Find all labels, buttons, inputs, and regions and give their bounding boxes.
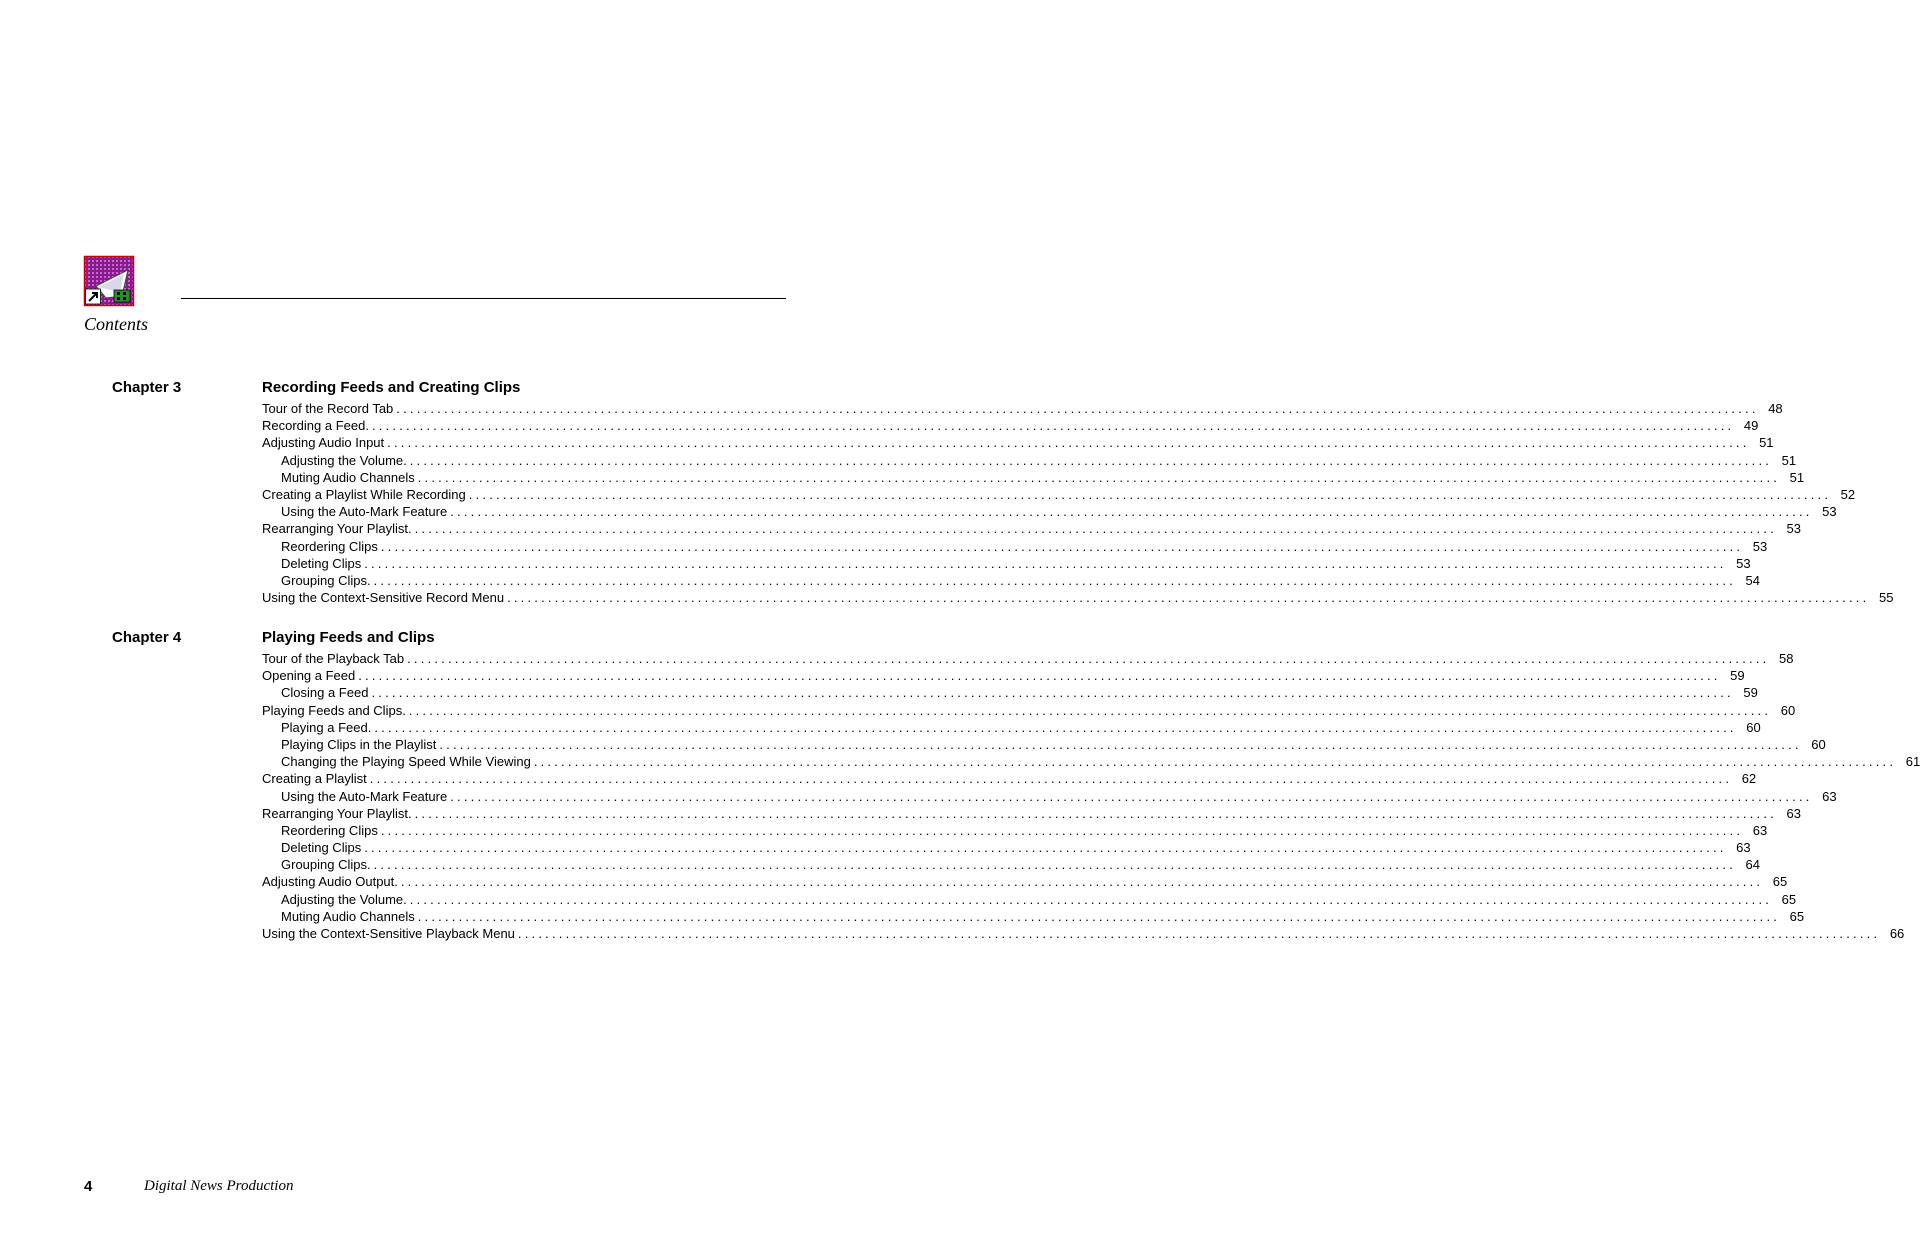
toc-entry-page: 59 <box>1743 685 1758 701</box>
toc-leader-dots: ........................................................................................................................................................................................................ <box>533 754 1897 770</box>
toc-leader-dots: ........................................................................................................................................................................................................ <box>409 452 1773 468</box>
toc-entry-page: 59 <box>1730 668 1745 684</box>
toc-entry-page: 61 <box>1905 754 1920 770</box>
toc-entry <box>262 434 1774 451</box>
toc-entry-title: Changing the Playing Speed While Viewing <box>281 754 531 770</box>
toc-entry <box>262 702 1796 719</box>
toc-entry <box>262 417 1759 434</box>
toc-entry-page: 53 <box>1752 538 1768 554</box>
toc-leader-dots: ........................................................................................................................................................................................................ <box>517 926 1881 941</box>
toc-entry-page: 63 <box>1786 805 1801 821</box>
toc-entry-page: 60 <box>1811 736 1826 752</box>
toc-leader-dots: ........................................................................................................................................................................................................ <box>414 805 1777 821</box>
toc-entry-page: 60 <box>1746 719 1761 735</box>
toc-entry-page: 51 <box>1789 469 1805 485</box>
toc-entry <box>262 486 1856 503</box>
toc-entry-title: Rearranging Your Playlist. <box>262 521 412 537</box>
toc-entry <box>262 770 1757 787</box>
toc-entry-page: 51 <box>1759 435 1774 451</box>
toc-entry-title: Muting Audio Channels <box>281 908 415 924</box>
toc-entry-title: Grouping Clips. <box>281 857 371 873</box>
section-title: Contents <box>84 314 149 334</box>
header-rule <box>181 298 786 299</box>
toc-entry-page: 48 <box>1768 401 1783 416</box>
toc-entry <box>262 520 1801 537</box>
toc-entry <box>262 856 1760 873</box>
toc-leader-dots: ........................................................................................................................................................................................................ <box>371 685 1734 701</box>
toc-entry <box>262 719 1761 736</box>
toc-entry <box>262 736 1826 753</box>
toc-entry <box>262 650 1794 667</box>
toc-entry <box>262 555 1751 572</box>
toc-entry <box>262 805 1801 822</box>
book-title: Digital News Production <box>144 1178 294 1194</box>
toc-entry-page: 58 <box>1779 651 1794 666</box>
toc-entry-title: Creating a Playlist <box>262 771 367 787</box>
page-number: 4 <box>84 1178 93 1195</box>
toc-entry-page: 64 <box>1745 857 1760 873</box>
toc-entry <box>262 452 1797 469</box>
toc-leader-dots: ........................................................................................................................................................................................................ <box>387 435 1750 451</box>
app-shortcut-icon <box>84 256 134 306</box>
toc-entry-title: Grouping Clips. <box>281 572 371 588</box>
toc-entry-title: Recording a Feed. <box>262 418 369 434</box>
toc-entry-title: Adjusting Audio Output. <box>262 874 398 890</box>
toc-entry-page: 53 <box>1786 521 1801 537</box>
toc-leader-dots: ........................................................................................................................................................................................................ <box>380 538 1744 554</box>
toc-entry <box>262 684 1758 701</box>
toc-entry <box>262 873 1788 890</box>
toc-entry-page: 65 <box>1781 891 1797 907</box>
toc-entry-title: Using the Auto-Mark Feature <box>281 504 448 520</box>
toc-leader-dots: ........................................................................................................................................................................................................ <box>417 469 1781 485</box>
toc-entry-title: Adjusting the Volume. <box>281 891 407 907</box>
toc-entry-title: Tour of the Playback Tab <box>262 651 405 666</box>
toc-list <box>262 400 1894 606</box>
toc-leader-dots: ........................................................................................................................................................................................................ <box>439 736 1802 752</box>
toc-leader-dots: ........................................................................................................................................................................................................ <box>409 891 1773 907</box>
chapter-title: Recording Feeds and Creating Clips <box>262 379 521 396</box>
toc-entry-title: Playing Feeds and Clips. <box>262 702 406 718</box>
toc-entry-title: Playing a Feed. <box>281 719 372 735</box>
toc-entry-title: Using the Context-Sensitive Playback Menu <box>262 926 515 941</box>
toc-entry-title: Deleting Clips <box>281 555 362 571</box>
toc-entry-page: 63 <box>1736 840 1751 856</box>
toc-entry-title: Rearranging Your Playlist. <box>262 805 412 821</box>
toc-leader-dots: ........................................................................................................................................................................................................ <box>364 555 1727 571</box>
toc-leader-dots: ........................................................................................................................................................................................................ <box>417 908 1781 924</box>
toc-leader-dots: ........................................................................................................................................................................................................ <box>373 857 1736 873</box>
toc-entry-page: 60 <box>1780 702 1796 718</box>
toc-entry <box>262 891 1797 908</box>
toc-leader-dots: ........................................................................................................................................................................................................ <box>408 702 1772 718</box>
toc-entry-title: Playing Clips in the Playlist <box>281 736 437 752</box>
toc-leader-dots: ........................................................................................................................................................................................................ <box>414 521 1777 537</box>
toc-entry-title: Closing a Feed <box>281 685 369 701</box>
chapter-title: Playing Feeds and Clips <box>262 629 435 646</box>
toc-leader-dots: ........................................................................................................................................................................................................ <box>371 418 1735 434</box>
toc-entry <box>262 839 1751 856</box>
toc-entry-page: 49 <box>1743 418 1759 434</box>
toc-entry <box>262 908 1805 925</box>
toc-entry-page: 51 <box>1781 452 1797 468</box>
toc-entry <box>262 788 1837 805</box>
toc-entry-page: 62 <box>1741 771 1757 787</box>
toc-leader-dots: ........................................................................................................................................................................................................ <box>364 840 1727 856</box>
toc-entry-title: Adjusting the Volume. <box>281 452 407 468</box>
toc-entry-title: Reordering Clips <box>281 822 378 838</box>
toc-entry <box>262 469 1805 486</box>
toc-entry-page: 52 <box>1840 486 1856 502</box>
toc-entry <box>262 400 1783 417</box>
toc-leader-dots: ........................................................................................................................................................................................................ <box>400 874 1764 890</box>
toc-entry-page: 63 <box>1822 788 1837 804</box>
chapter-label: Chapter 3 <box>112 379 182 396</box>
toc-entry-title: Deleting Clips <box>281 840 362 856</box>
toc-leader-dots: ........................................................................................................................................................................................................ <box>369 771 1733 787</box>
toc-entry <box>262 753 1920 770</box>
toc-leader-dots: ........................................................................................................................................................................................................ <box>380 822 1744 838</box>
toc-leader-dots: ........................................................................................................................................................................................................ <box>450 504 1813 520</box>
toc-entry-title: Using the Auto-Mark Feature <box>281 788 448 804</box>
toc-entry-page: 65 <box>1772 874 1788 890</box>
toc-entry <box>262 589 1894 606</box>
toc-entry-title: Creating a Playlist While Recording <box>262 486 466 502</box>
toc-entry <box>262 572 1760 589</box>
toc-entry-title: Muting Audio Channels <box>281 469 415 485</box>
toc-list <box>262 650 1920 942</box>
toc-entry-page: 53 <box>1736 555 1751 571</box>
toc-entry-title: Adjusting Audio Input <box>262 435 385 451</box>
toc-entry <box>262 667 1745 684</box>
toc-entry-page: 66 <box>1889 926 1905 941</box>
toc-entry-page: 63 <box>1752 822 1768 838</box>
toc-entry-page: 54 <box>1745 572 1760 588</box>
toc-leader-dots: ........................................................................................................................................................................................................ <box>450 788 1813 804</box>
toc-entry-title: Reordering Clips <box>281 538 378 554</box>
toc-entry-page: 65 <box>1789 908 1805 924</box>
toc-leader-dots: ........................................................................................................................................................................................................ <box>373 572 1736 588</box>
toc-entry <box>262 822 1768 839</box>
toc-leader-dots: ........................................................................................................................................................................................................ <box>358 668 1721 684</box>
chapter-label: Chapter 4 <box>112 629 182 646</box>
toc-entry-title: Tour of the Record Tab <box>262 401 394 416</box>
toc-leader-dots: ........................................................................................................................................................................................................ <box>374 719 1737 735</box>
toc-entry-page: 55 <box>1878 590 1894 606</box>
toc-leader-dots: ........................................................................................................................................................................................................ <box>507 590 1870 606</box>
toc-entry-page: 53 <box>1822 504 1837 520</box>
toc-entry <box>262 538 1768 555</box>
toc-entry-title: Using the Context-Sensitive Record Menu <box>262 590 505 606</box>
toc-entry <box>262 503 1837 520</box>
toc-leader-dots: ........................................................................................................................................................................................................ <box>396 401 1759 416</box>
toc-leader-dots: ........................................................................................................................................................................................................ <box>407 651 1770 666</box>
toc-entry <box>262 925 1905 942</box>
toc-leader-dots: ........................................................................................................................................................................................................ <box>468 486 1832 502</box>
toc-entry-title: Opening a Feed <box>262 668 356 684</box>
